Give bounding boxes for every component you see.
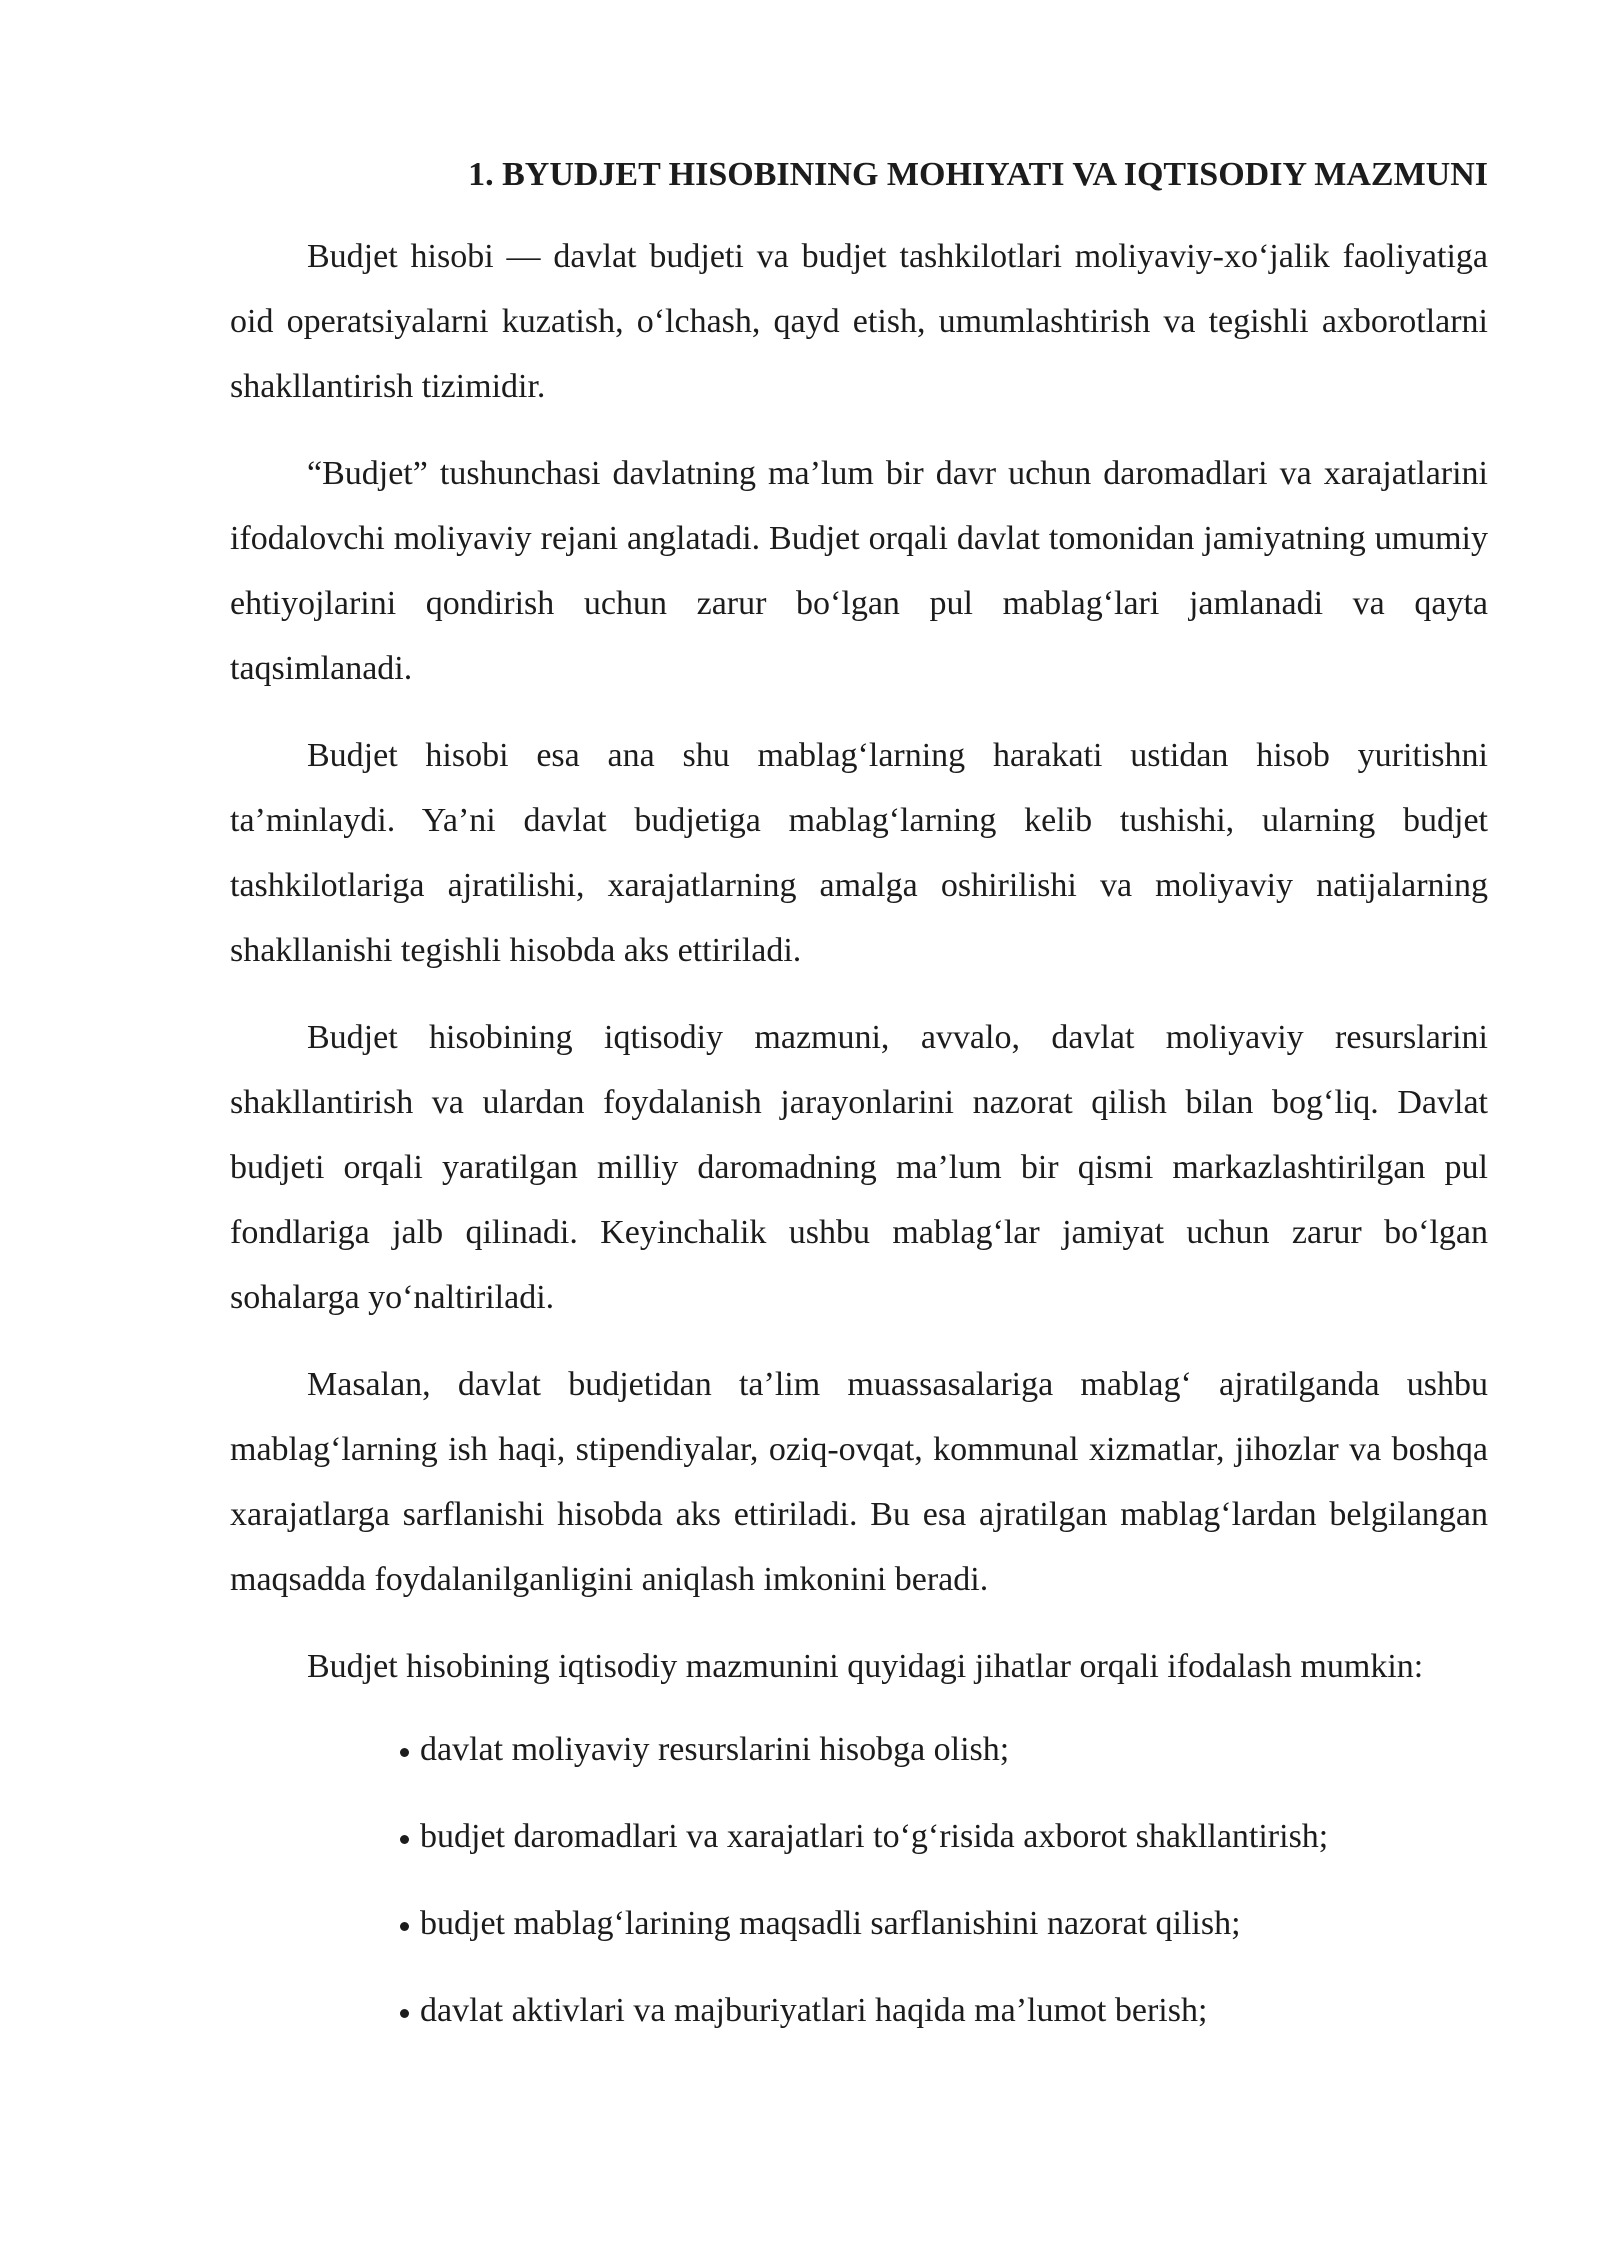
bullet-list bbox=[230, 1725, 1488, 2036]
bullet-text: budjet mablag‘larining maqsadli sarflanishini nazorat qilish; bbox=[420, 1905, 1241, 1942]
document-page bbox=[230, 150, 1488, 2073]
bullet-item bbox=[400, 1986, 1488, 2036]
bullet-text: budjet daromadlari va xarajatlari to‘g‘risida axborot shakllantirish; bbox=[420, 1818, 1329, 1855]
paragraph: Budjet hisobining iqtisodiy mazmuni, avvalo, davlat moliyaviy resurslarini shakllantirish va ulardan foydalanish jarayonlarini nazorat qilish bilan bog‘liq. Davlat budjeti orqali yaratilgan milliy daromadning ma’lum bir qismi markazlashtirilgan pul fondlariga jalb qilinadi. Keyinchalik ushbu mablag‘lar jamiyat uchun zarur bo‘lgan sohalarga yo‘naltiriladi. bbox=[230, 1019, 1488, 1316]
bullet-item bbox=[400, 1725, 1488, 1775]
bullet-item bbox=[400, 1812, 1488, 1862]
section-heading: 1. BYUDJET HISOBINING MOHIYATI VA IQTISODIY MAZMUNI bbox=[468, 156, 1488, 193]
bullet-text: davlat moliyaviy resurslarini hisobga olish; bbox=[420, 1731, 1010, 1768]
bullet-dot-icon bbox=[400, 2009, 409, 2018]
bullet-dot-icon bbox=[400, 1748, 409, 1757]
bullet-dot-icon bbox=[400, 1835, 409, 1844]
bullet-text: davlat aktivlari va majburiyatlari haqida ma’lumot berish; bbox=[420, 1992, 1208, 2029]
bullet-dot-icon bbox=[400, 1922, 409, 1931]
paragraph: Budjet hisobining iqtisodiy mazmunini quyidagi jihatlar orqali ifodalash mumkin: bbox=[307, 1648, 1424, 1685]
paragraph: Budjet hisobi — davlat budjeti va budjet tashkilotlari moliyaviy-xo‘jalik faoliyatiga oid operatsiyalarni kuzatish, o‘lchash, qayd etish, umumlashtirish va tegishli axborotlarni shakllantirish tizimidir. bbox=[230, 238, 1488, 405]
paragraph: “Budjet” tushunchasi davlatning ma’lum bir davr uchun daromadlari va xarajatlarini ifodalovchi moliyaviy rejani anglatadi. Budjet orqali davlat tomonidan jamiyatning umumiy ehtiyojlarini qondirish uchun zarur bo‘lgan pul mablag‘lari jamlanadi va qayta taqsimlanadi. bbox=[230, 455, 1488, 687]
paragraph: Masalan, davlat budjetidan ta’lim muassasalariga mablag‘ ajratilganda ushbu mablag‘larning ish haqi, stipendiyalar, oziq-ovqat, kommunal xizmatlar, jihozlar va boshqa xarajatlarga sarflanishi hisobda aks ettiriladi. Bu esa ajratilgan mablag‘lardan belgilangan maqsadda foydalanilganligini aniqlash imkonini beradi. bbox=[230, 1366, 1488, 1598]
bullet-item bbox=[400, 1899, 1488, 1949]
paragraph: Budjet hisobi esa ana shu mablag‘larning harakati ustidan hisob yuritishni ta’minlaydi. Ya’ni davlat budjetiga mablag‘larning kelib tushishi, ularning budjet tashkilotlariga ajratilishi, xarajatlarning amalga oshirilishi va moliyaviy natijalarning shakllanishi tegishli hisobda aks ettiriladi. bbox=[230, 737, 1488, 969]
